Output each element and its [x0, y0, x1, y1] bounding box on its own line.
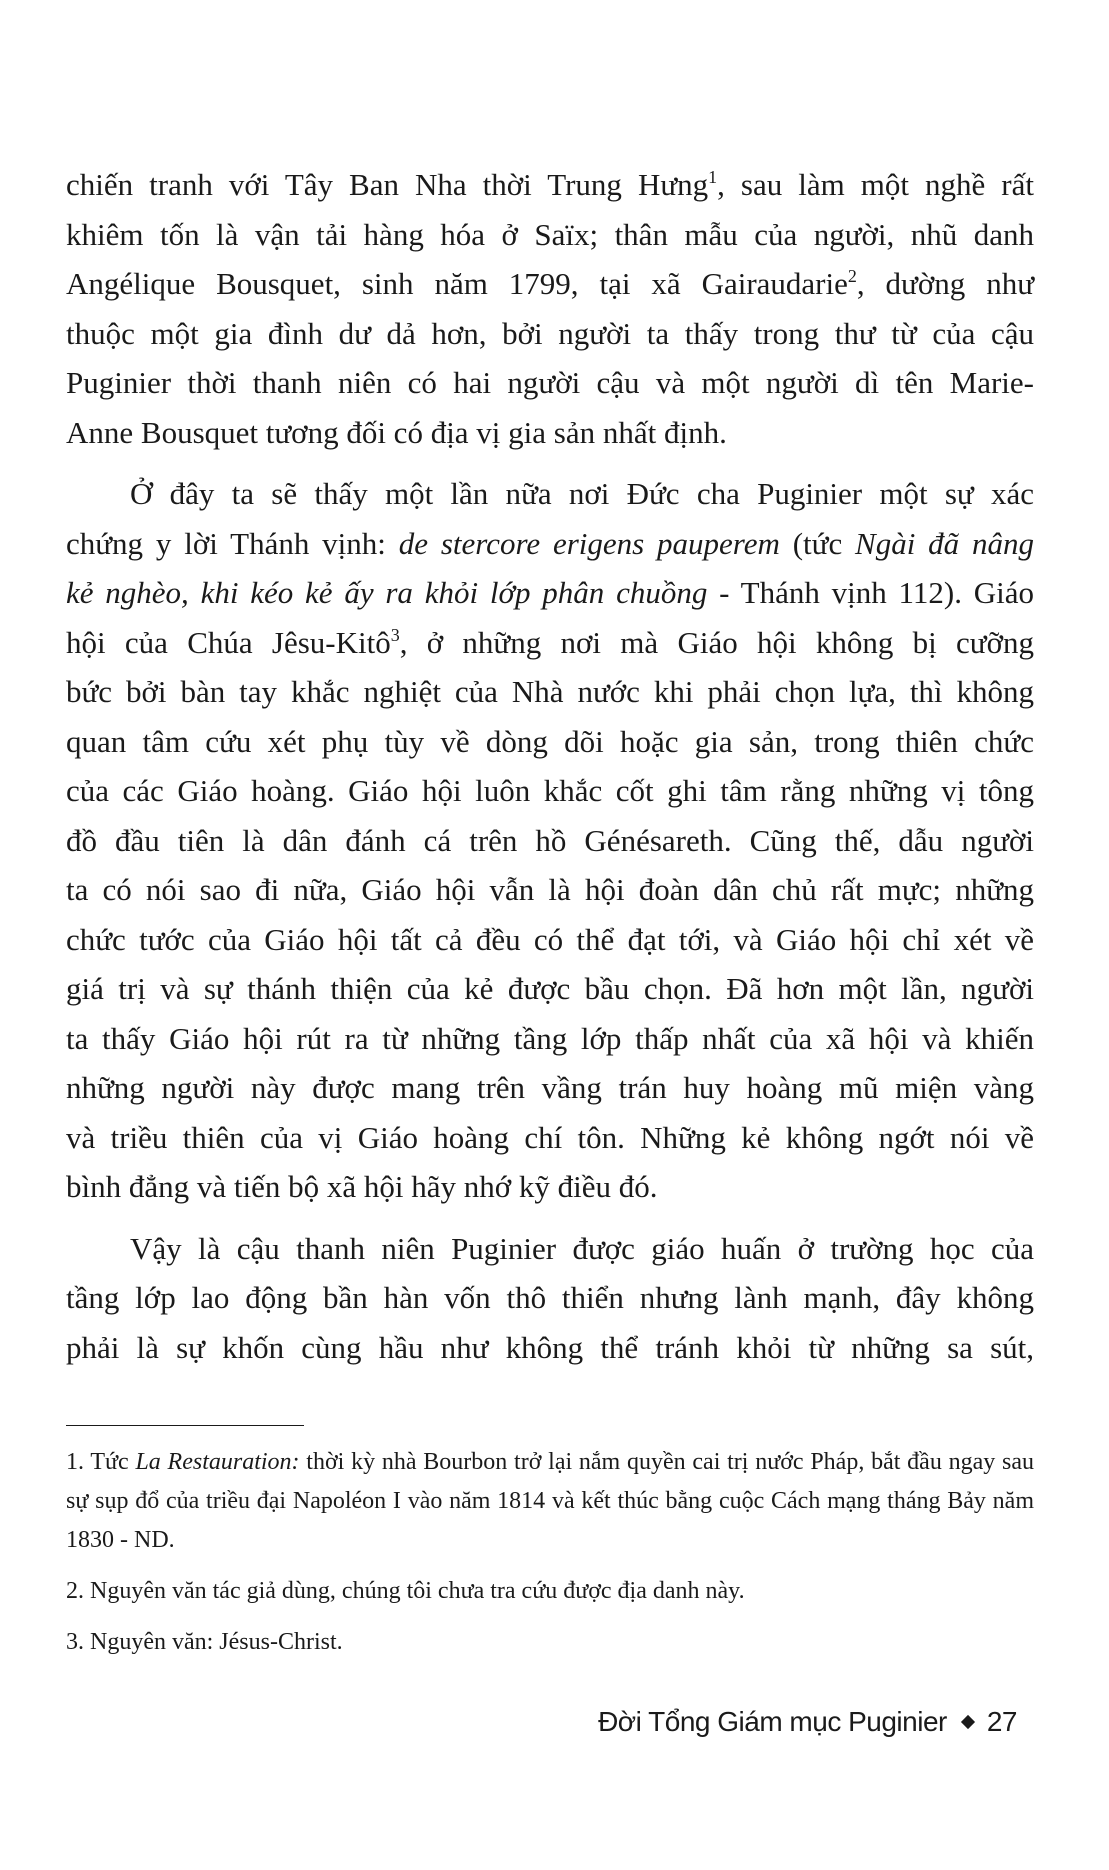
footnote-1: [66, 1443, 1034, 1560]
footnotes-section: [66, 1443, 1034, 1674]
footnote-text: Nguyên văn: Jésus-Christ.: [90, 1629, 343, 1655]
text-line: của các Giáo hoàng. Giáo hội luôn khắc cốt ghi tâm rằng những vị tông: [66, 773, 1034, 808]
diamond-separator-icon: [961, 1715, 975, 1729]
text-line: Vậy là cậu thanh niên Puginier được giáo huấn ở trường học của: [130, 1230, 1034, 1266]
text-span: chứng y lời Thánh vịnh:: [66, 525, 399, 561]
text-line: khiêm tốn là vận tải hàng hóa ở Saïx; thân mẫu của người, nhũ danh: [66, 216, 1034, 252]
footnote-2: [66, 1572, 1034, 1611]
text-span: , ở những nơi mà Giáo hội không bị cưỡng: [399, 624, 1035, 660]
text-line: giá trị và sự thánh thiện của kẻ được bầu chọn. Đã hơn một lần, người: [66, 971, 1034, 1006]
text-line: Anne Bousquet tương đối có địa vị gia sản nhất định.: [66, 414, 727, 450]
text-span: (tức: [779, 525, 856, 561]
text-span: chiến tranh với Tây Ban Nha thời Trung Hưng: [66, 167, 709, 202]
text-line: những người này được mang trên vầng trán huy hoàng mũ miện vàng: [66, 1070, 1034, 1105]
running-footer: [598, 1706, 1017, 1738]
text-line: chức tước của Giáo hội tất cả đều có thể đạt tới, và Giáo hội chỉ xét về: [66, 921, 1034, 957]
footnote-divider: [66, 1425, 304, 1426]
paragraph-1: [66, 160, 1034, 457]
text-span: hội của Chúa Jêsu-Kitô: [66, 624, 391, 660]
book-title: Đời Tổng Giám mục Puginier: [598, 1706, 947, 1737]
footnote-italic-term: La Restauration:: [135, 1449, 300, 1475]
italic-translation: kẻ nghèo, khi kéo kẻ ấy ra khỏi lớp phân chuồng: [66, 575, 708, 610]
text-line: đồ đầu tiên là dân đánh cá trên hồ Génésareth. Cũng thế, dẫu người: [66, 822, 1034, 858]
text-span: Angélique Bousquet, sinh năm 1799, tại xã Gairaudarie: [66, 266, 848, 301]
footnote-ref-2[interactable]: 2: [847, 266, 857, 286]
footnote-number: 2.: [66, 1578, 84, 1604]
text-line: và triều thiên của vị Giáo hoàng chí tôn. Những kẻ không ngớt nói về: [66, 1119, 1034, 1155]
page-number: 27: [986, 1706, 1017, 1737]
text-line: thuộc một gia đình dư dả hơn, bởi người ta thấy trong thư từ của cậu: [66, 315, 1034, 351]
text-line: Puginier thời thanh niên có hai người cậu và một người dì tên Marie-: [66, 365, 1034, 400]
text-line: tầng lớp lao động bần hàn vốn thô thiển nhưng lành mạnh, đây không: [66, 1280, 1034, 1315]
text-line: ta thấy Giáo hội rút ra từ những tầng lớp thấp nhất của xã hội và khiến: [66, 1020, 1034, 1056]
italic-latin-quote: de stercore erigens pauperem: [398, 525, 780, 561]
footnote-3: [66, 1623, 1034, 1662]
paragraph-3: [66, 1224, 1034, 1373]
text-line: bình đẳng và tiến bộ xã hội hãy nhớ kỹ điều đó.: [66, 1169, 658, 1204]
text-line: bức bởi bàn tay khắc nghiệt của Nhà nước khi phải chọn lựa, thì không: [66, 674, 1034, 709]
text-line: [66, 160, 1034, 210]
text-line: phải là sự khốn cùng hầu như không thể tránh khỏi từ những sa sút,: [66, 1329, 1034, 1365]
text-line: [66, 568, 1034, 618]
footnote-ref-3[interactable]: 3: [390, 624, 400, 645]
text-line: ta có nói sao đi nữa, Giáo hội vẫn là hội đoàn dân chủ rất mực; những: [66, 872, 1034, 907]
italic-translation: Ngài đã nâng: [855, 525, 1035, 561]
footnote-text: Nguyên văn tác giả dùng, chúng tôi chưa tra cứu được địa danh này.: [90, 1578, 745, 1604]
footnote-number: 1.: [66, 1449, 84, 1475]
footnote-number: 3.: [66, 1629, 84, 1655]
text-line: quan tâm cứu xét phụ tùy về dòng dõi hoặc gia sản, trong thiên chức: [66, 723, 1034, 759]
text-line: Ở đây ta sẽ thấy một lần nữa nơi Đức cha Puginier một sự xác: [130, 476, 1034, 511]
paragraph-2: [66, 469, 1034, 1212]
text-line: [66, 618, 1034, 668]
text-line: [66, 259, 1034, 309]
text-span: , sau làm một nghề rất: [717, 167, 1034, 202]
footnote-text: thời kỳ nhà Bourbon trở lại nắm quyền cai trị nước Pháp, bắt đầu ngay sau sự sụp đổ của triều đại Napoléon I vào năm 1814 và kết thúc bằng cuộc Cách mạng tháng Bảy năm 1830 - ND.: [66, 1449, 1035, 1553]
text-line: [66, 519, 1034, 569]
footnote-text: Tức: [90, 1449, 136, 1475]
page-body: [66, 160, 1034, 1372]
text-span: - Thánh vịnh 112). Giáo: [707, 575, 1034, 610]
main-text: [66, 160, 1034, 1372]
footnote-ref-1[interactable]: 1: [708, 167, 718, 187]
text-span: , dường như: [856, 266, 1034, 301]
